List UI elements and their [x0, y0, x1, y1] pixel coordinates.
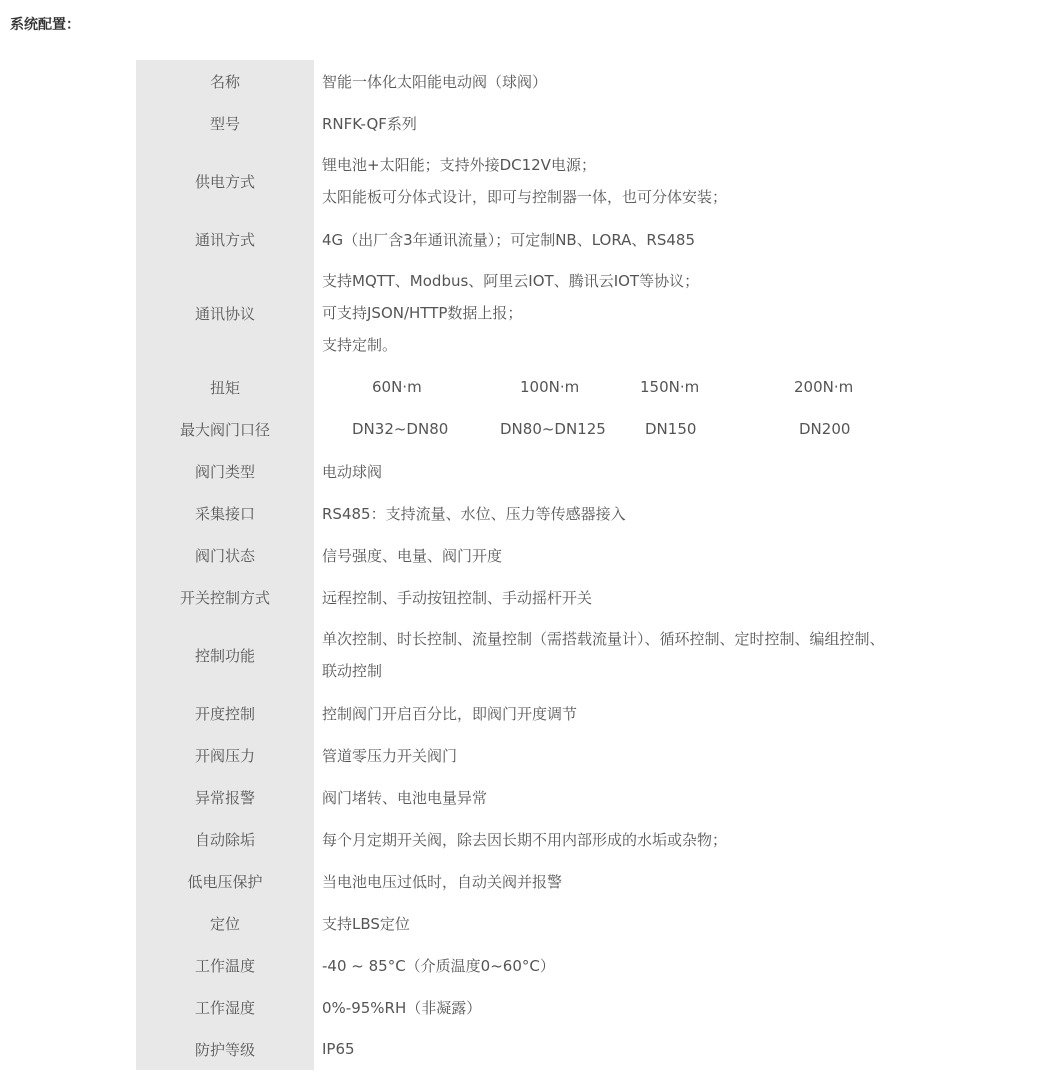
value-line: 可支持JSON/HTTP数据上报；: [322, 304, 523, 322]
table-row: [136, 260, 936, 366]
torque-value: 200N·m: [794, 378, 854, 396]
row-value: 阀门堵转、电池电量异常: [322, 788, 488, 807]
row-label: 通讯协议: [136, 260, 314, 366]
spec-table: [136, 60, 936, 1070]
row-label: 开度控制: [136, 692, 314, 734]
row-label: 异常报警: [136, 776, 314, 818]
table-row: [136, 366, 936, 408]
value-line: 联动控制: [322, 662, 383, 680]
row-value: [314, 144, 936, 218]
row-label: 阀门类型: [136, 450, 314, 492]
row-label: 低电压保护: [136, 860, 314, 902]
table-row: [136, 692, 936, 734]
table-row: [136, 576, 936, 618]
row-value: [314, 408, 936, 450]
row-label: 开阀压力: [136, 734, 314, 776]
row-label: 阀门状态: [136, 534, 314, 576]
row-value: 每个月定期开关阀，除去因长期不用内部形成的水垢或杂物；: [322, 830, 728, 849]
table-row: [136, 618, 936, 692]
row-label: 扭矩: [136, 366, 314, 408]
row-value: [314, 260, 936, 366]
row-value: 电动球阀: [322, 462, 383, 481]
row-label: 通讯方式: [136, 218, 314, 260]
table-row: [136, 818, 936, 860]
diameter-value: DN32~DN80: [352, 420, 449, 438]
row-value: RS485：支持流量、水位、压力等传感器接入: [322, 504, 626, 523]
table-row: [136, 944, 936, 986]
table-row: [136, 144, 936, 218]
table-row: [136, 860, 936, 902]
row-label: 工作湿度: [136, 986, 314, 1028]
row-value: RNFK-QF系列: [322, 114, 417, 133]
row-label: 防护等级: [136, 1028, 314, 1070]
table-row: [136, 734, 936, 776]
row-label: 工作温度: [136, 944, 314, 986]
value-line: 太阳能板可分体式设计，即可与控制器一体，也可分体安装；: [322, 188, 728, 206]
value-line: 支持定制。: [322, 336, 398, 354]
row-value: 管道零压力开关阀门: [322, 746, 458, 765]
row-value: 0%-95%RH（非凝露）: [322, 998, 482, 1017]
row-value: 当电池电压过低时，自动关阀并报警: [322, 872, 563, 891]
row-value: IP65: [322, 1040, 355, 1058]
section-heading: 系统配置：: [10, 17, 80, 33]
torque-value: 100N·m: [520, 378, 580, 396]
row-value: 智能一体化太阳能电动阀（球阀）: [322, 72, 548, 91]
table-row: [136, 60, 936, 102]
value-line: 单次控制、时长控制、流量控制（需搭载流量计）、循环控制、定时控制、编组控制、: [322, 630, 885, 648]
row-label: 最大阀门口径: [136, 408, 314, 450]
torque-value: 150N·m: [640, 378, 700, 396]
row-value: 控制阀门开启百分比，即阀门开度调节: [322, 704, 578, 723]
row-label: 控制功能: [136, 618, 314, 692]
row-label: 开关控制方式: [136, 576, 314, 618]
row-value: [314, 618, 936, 692]
row-value: [314, 366, 936, 408]
value-line: 支持MQTT、Modbus、阿里云IOT、腾讯云IOT等协议；: [322, 272, 700, 290]
row-label: 供电方式: [136, 144, 314, 218]
row-value: -40 ~ 85°C（介质温度0~60°C）: [322, 956, 555, 975]
row-value: 支持LBS定位: [322, 914, 410, 933]
table-row: [136, 902, 936, 944]
diameter-value: DN200: [799, 420, 851, 438]
diameter-value: DN80~DN125: [500, 420, 606, 438]
table-row: [136, 986, 936, 1028]
row-label: 采集接口: [136, 492, 314, 534]
table-row: [136, 1028, 936, 1070]
row-value: 远程控制、手动按钮控制、手动摇杆开关: [322, 588, 593, 607]
table-row: [136, 408, 936, 450]
diameter-value: DN150: [645, 420, 697, 438]
row-label: 自动除垢: [136, 818, 314, 860]
table-row: [136, 450, 936, 492]
table-row: [136, 218, 936, 260]
table-row: [136, 776, 936, 818]
row-label: 定位: [136, 902, 314, 944]
row-label: 型号: [136, 102, 314, 144]
row-value: 信号强度、电量、阀门开度: [322, 546, 503, 565]
multi-column-values: [322, 366, 936, 408]
row-label: 名称: [136, 60, 314, 102]
torque-value: 60N·m: [372, 378, 422, 396]
table-row: [136, 534, 936, 576]
table-row: [136, 102, 936, 144]
row-value: 4G（出厂含3年通讯流量）；可定制NB、LORA、RS485: [322, 230, 696, 249]
value-line: 锂电池+太阳能；支持外接DC12V电源；: [322, 156, 596, 174]
multi-column-values: [322, 408, 936, 450]
table-row: [136, 492, 936, 534]
